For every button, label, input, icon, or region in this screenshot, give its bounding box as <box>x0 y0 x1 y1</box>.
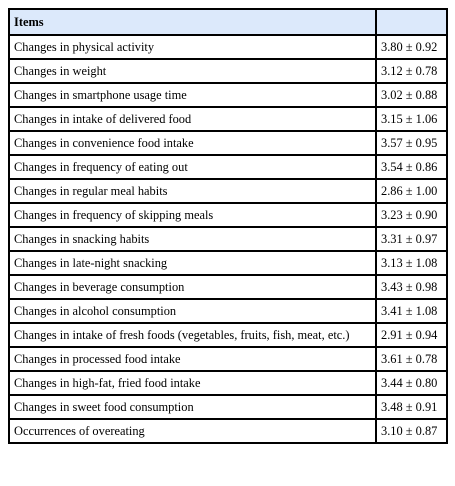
row-value: 3.80 ± 0.92 <box>376 35 447 59</box>
row-item: Changes in convenience food intake <box>9 131 376 155</box>
row-value: 3.31 ± 0.97 <box>376 227 447 251</box>
table-row <box>9 251 447 275</box>
table-row <box>9 299 447 323</box>
row-value: 3.48 ± 0.91 <box>376 395 447 419</box>
table-row <box>9 371 447 395</box>
row-value: 3.57 ± 0.95 <box>376 131 447 155</box>
table-row <box>9 59 447 83</box>
row-item: Changes in frequency of skipping meals <box>9 203 376 227</box>
row-item: Changes in high-fat, fried food intake <box>9 371 376 395</box>
row-value: 3.23 ± 0.90 <box>376 203 447 227</box>
table-row <box>9 227 447 251</box>
row-value: 3.13 ± 1.08 <box>376 251 447 275</box>
table-row <box>9 131 447 155</box>
row-value: 2.91 ± 0.94 <box>376 323 447 347</box>
row-item: Changes in late-night snacking <box>9 251 376 275</box>
table-row <box>9 179 447 203</box>
table-row <box>9 275 447 299</box>
row-item: Changes in frequency of eating out <box>9 155 376 179</box>
row-item: Changes in alcohol consumption <box>9 299 376 323</box>
table-row <box>9 395 447 419</box>
row-item: Changes in snacking habits <box>9 227 376 251</box>
row-value: 3.15 ± 1.06 <box>376 107 447 131</box>
row-item: Changes in beverage consumption <box>9 275 376 299</box>
items-table <box>8 8 448 444</box>
row-value: 3.44 ± 0.80 <box>376 371 447 395</box>
table-row <box>9 419 447 443</box>
row-item: Changes in smartphone usage time <box>9 83 376 107</box>
row-item: Changes in intake of delivered food <box>9 107 376 131</box>
table-row <box>9 323 447 347</box>
table-row <box>9 203 447 227</box>
row-value: 3.10 ± 0.87 <box>376 419 447 443</box>
table-row <box>9 347 447 371</box>
header-value <box>376 9 447 35</box>
row-item: Changes in processed food intake <box>9 347 376 371</box>
row-value: 2.86 ± 1.00 <box>376 179 447 203</box>
header-items: Items <box>9 9 376 35</box>
row-value: 3.12 ± 0.78 <box>376 59 447 83</box>
row-item: Occurrences of overeating <box>9 419 376 443</box>
table-row <box>9 35 447 59</box>
items-table-container <box>8 8 448 444</box>
row-value: 3.61 ± 0.78 <box>376 347 447 371</box>
table-row <box>9 155 447 179</box>
row-item: Changes in sweet food consumption <box>9 395 376 419</box>
row-item: Changes in regular meal habits <box>9 179 376 203</box>
row-value: 3.54 ± 0.86 <box>376 155 447 179</box>
row-item: Changes in physical activity <box>9 35 376 59</box>
table-row <box>9 83 447 107</box>
row-item: Changes in weight <box>9 59 376 83</box>
row-value: 3.02 ± 0.88 <box>376 83 447 107</box>
table-header-row <box>9 9 447 35</box>
table-row <box>9 107 447 131</box>
table-body <box>9 35 447 443</box>
row-value: 3.43 ± 0.98 <box>376 275 447 299</box>
row-item: Changes in intake of fresh foods (vegetables, fruits, fish, meat, etc.) <box>9 323 376 347</box>
row-value: 3.41 ± 1.08 <box>376 299 447 323</box>
